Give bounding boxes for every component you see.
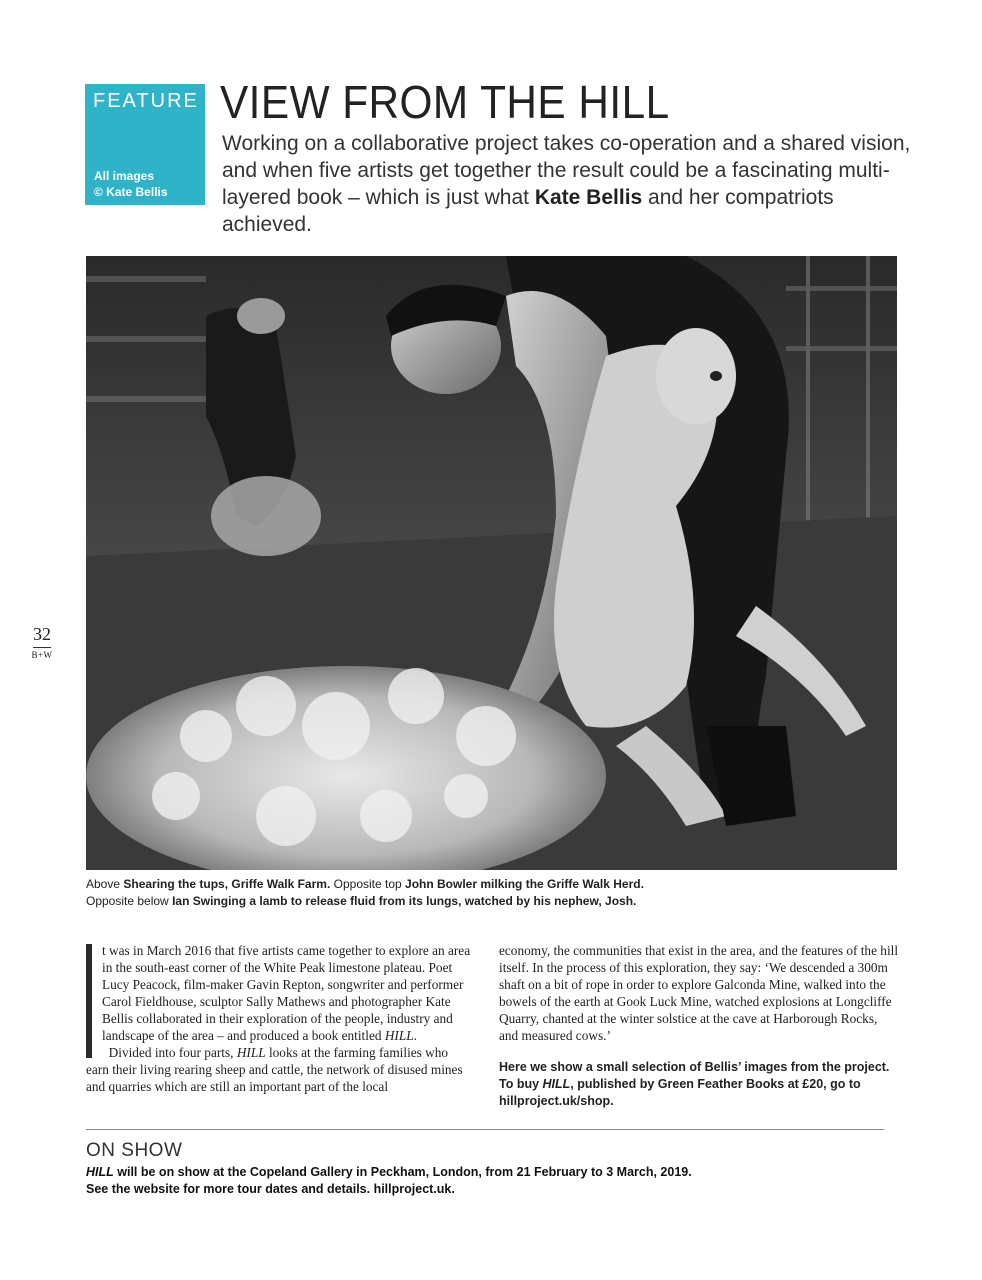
standfirst-author: Kate Bellis — [534, 186, 643, 209]
credit-line-1: All images — [94, 169, 155, 183]
caption-text-opposite-top: John Bowler milking the Griffe Walk Herd. — [405, 877, 644, 891]
on-show-line-2: See the website for more tour dates and details. hillproject.uk. — [86, 1182, 455, 1196]
body-paragraph-2 — [86, 1044, 474, 1095]
image-credit — [94, 168, 168, 200]
body-p2-book-title: HILL — [236, 1045, 266, 1060]
credit-line-2: © Kate Bellis — [94, 185, 168, 199]
caption-label-above: Above — [86, 877, 124, 891]
caption-line-1 — [86, 876, 886, 893]
promo-rest: , published by Green Feather Books at £20, go to hillproject.uk/shop. — [499, 1077, 861, 1108]
body-column-right — [499, 942, 899, 1110]
sheep-head — [656, 328, 736, 424]
feature-box — [85, 84, 205, 205]
body-p1-text: t was in March 2016 that five artists came together to explore an area in the south-east corner of the White Peak limestone plateau. Poet Lucy Peacock, film-maker Gavin Repton, songwriter and performer Carol Fieldhouse, sculptor Sally Mathews and photographer Kate Bellis collaborated in their exploration of the people, industry and landscape of the area – and produced a book entitled — [102, 943, 471, 1043]
on-show-details: will be on show at the Copeland Gallery in Peckham, London, from 21 February to 3 March, 2019. — [113, 1165, 692, 1179]
page-number-rule — [33, 647, 51, 648]
caption-text-above: Shearing the tups, Griffe Walk Farm. — [123, 877, 331, 891]
caption-label-opposite-below: Opposite below — [86, 894, 173, 908]
promo-book-title: HILL — [542, 1077, 571, 1091]
body-p1-book-title: HILL — [384, 1028, 414, 1043]
promo-paragraph — [499, 1059, 899, 1110]
magazine-name: B+W — [31, 650, 53, 660]
page-number: 32 — [33, 624, 51, 644]
background-sheep — [211, 476, 321, 556]
body-column-left — [86, 942, 474, 1095]
on-show-line-1 — [86, 1164, 886, 1181]
on-show-book-title: HILL — [86, 1165, 114, 1179]
feature-kicker: FEATURE — [93, 90, 199, 112]
photo-caption — [86, 876, 886, 910]
standfirst — [222, 130, 922, 238]
body-p2-text: Divided into four parts, — [108, 1045, 237, 1060]
body-paragraph-1 — [86, 942, 474, 1044]
on-show-title: ON SHOW — [86, 1140, 183, 1161]
standfirst-end: and her compatriots achieved. — [222, 186, 834, 236]
on-show-text — [86, 1164, 886, 1198]
caption-line-2 — [86, 893, 886, 910]
body-p1-end: . — [413, 1028, 417, 1043]
drop-cap-i — [86, 944, 92, 1058]
page-number-block — [30, 624, 54, 660]
body-p2-rest: looks at the farming families who earn their living rearing sheep and cattle, the network of disused mines and quarries which are still an important part of the local — [86, 1045, 463, 1094]
page-title: VIEW FROM THE HILL — [220, 76, 670, 128]
body-paragraph-3: economy, the communities that exist in the area, and the features of the hill itself. In the process of this exploration, they say: ‘We descended a 300m shaft on a bit of rope in order to explore Galconda Mine, walked into the bowels of the earth at Gook Luck Mine, watched explosions at Longcliffe Quarry, chanted at the winter solstice at the cave at Harborough Rocks, and measured cows.’ — [499, 943, 899, 1043]
section-divider — [86, 1129, 884, 1130]
promo-text: Here we show a small selection of Bellis’ images from the project. To buy — [499, 1060, 890, 1091]
caption-text-opposite-below: Ian Swinging a lamb to release fluid from its lungs, watched by his nephew, Josh. — [172, 894, 637, 908]
caption-label-opposite-top: Opposite top — [330, 877, 406, 891]
shearing-photo — [86, 256, 897, 870]
standfirst-text: Working on a collaborative project takes co-operation and a shared vision, and when five artists get together the result could be a fascinating multi-layered book – which is just what — [222, 132, 911, 209]
